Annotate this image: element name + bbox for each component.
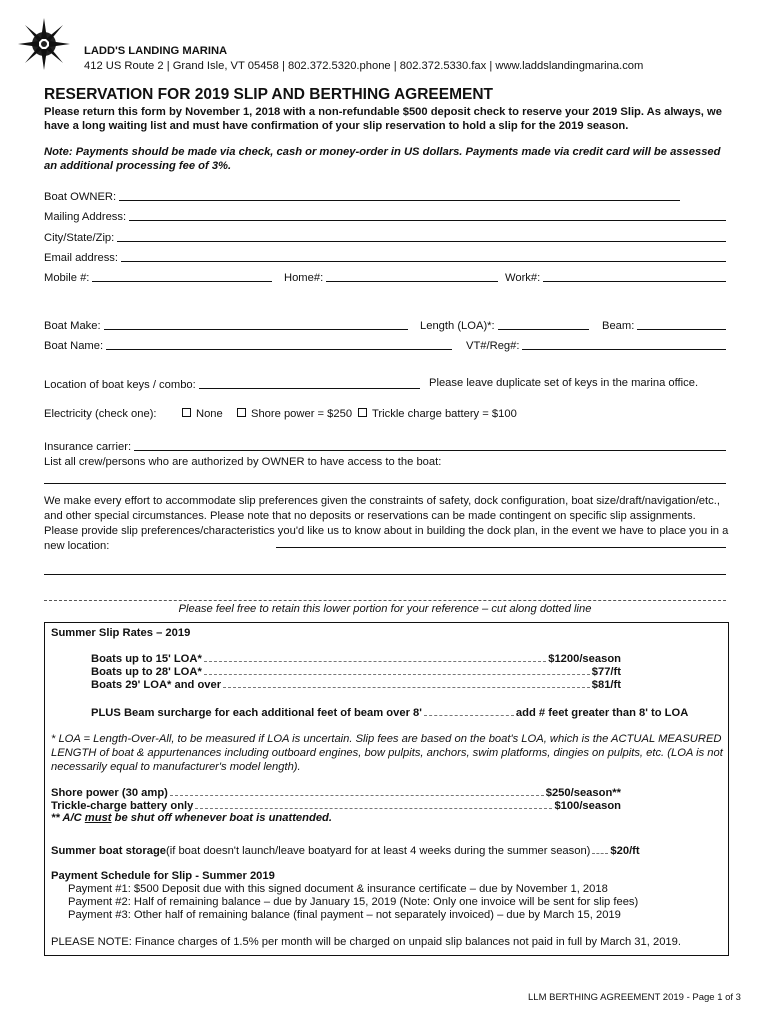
keys-field[interactable] xyxy=(44,376,420,391)
work-label: Work#: xyxy=(505,272,541,284)
preferences-line-1[interactable] xyxy=(276,547,726,548)
elec-none-label: None xyxy=(196,408,223,420)
compass-rose-logo xyxy=(17,17,71,71)
rate-price: $77/ft xyxy=(591,666,621,678)
beam-surcharge-left: PLUS Beam surcharge for each additional feet of beam over 8' xyxy=(91,707,422,719)
cut-note: Please feel free to retain this lower portion for your reference – cut along dotted line xyxy=(178,603,592,615)
marina-name: LADD'S LANDING MARINA xyxy=(84,45,228,57)
beam-surcharge-right: add # feet greater than 8' to LOA xyxy=(515,707,689,719)
elec-shore-option[interactable] xyxy=(237,408,352,420)
vt-reg-label: VT#/Reg#: xyxy=(466,340,520,352)
email-field[interactable] xyxy=(44,249,726,264)
owner-field[interactable] xyxy=(44,188,680,203)
rate-label: Boats up to 15' LOA* xyxy=(91,653,202,665)
loa-note: * LOA = Length-Over-All, to be measured if LOA is uncertain. Slip fees are based on the boat's LOA, which is the ACTUAL MEASURED LENGTH of boat & appurtenances including outboard engines, bow pulpits, anchors, swim platforms, dingies on pulpits, etc. (LOA is not necessarily equal to manufacturer's model length). xyxy=(51,733,723,773)
electricity-label: Electricity (check one): xyxy=(44,408,157,420)
mailing-field[interactable] xyxy=(44,208,726,223)
ac-note-post: be shut off whenever boat is unattended. xyxy=(111,812,332,824)
storage-price: $20/ft xyxy=(610,845,640,857)
elec-none-option[interactable] xyxy=(182,408,223,420)
cut-line xyxy=(44,600,726,601)
preferences-text: We make every effort to accommodate slip preferences given the constraints of safety, dock configuration, boat size/draft/navigation/etc., and other special circumstances. Please note that no deposits or reservations can be made contingent on specific slip assignments. Please provide slip preferences/characteristics you'd like us to know about in building the dock plan, in the event we have to place you in a new location: xyxy=(44,495,729,552)
elec-trickle-option[interactable] xyxy=(358,408,517,420)
power-row xyxy=(51,785,621,799)
boat-make-label: Boat Make: xyxy=(44,320,101,332)
vt-reg-field[interactable] xyxy=(466,337,726,352)
city-label: City/State/Zip: xyxy=(44,232,115,244)
power-price: $100/season xyxy=(554,800,621,812)
elec-shore-label: Shore power = $250 xyxy=(251,408,353,420)
rate-price: $1200/season xyxy=(548,653,621,665)
checkbox-trickle[interactable] xyxy=(358,408,367,417)
storage-label: Summer boat storage xyxy=(51,845,167,857)
payment-note: Note: Payments should be made via check, cash or money-order in US dollars. Payments made via credit card will be assessed an additional processing fee of 3%. xyxy=(44,146,721,172)
elec-trickle-label: Trickle charge battery = $100 xyxy=(372,408,517,420)
boat-make-field[interactable] xyxy=(44,317,408,332)
storage-text: (if boat doesn't launch/leave boatyard for at least 4 weeks during the summer season) xyxy=(166,845,591,857)
mobile-label: Mobile #: xyxy=(44,272,90,284)
city-field[interactable] xyxy=(44,229,726,244)
rate-label: Boats up to 28' LOA* xyxy=(91,666,202,678)
loa-label: Length (LOA)*: xyxy=(420,320,495,332)
crew-label: List all crew/persons who are authorized by OWNER to have access to the boat: xyxy=(44,456,442,468)
mobile-field[interactable] xyxy=(44,269,272,284)
beam-label: Beam: xyxy=(602,320,635,332)
payment-2: Payment #2: Half of remaining balance – due by January 15, 2019 (Note: Only one invoice will be sent for slip fees) xyxy=(68,896,639,908)
marina-contact: 412 US Route 2 | Grand Isle, VT 05458 | 802.372.5320.phone | 802.372.5330.fax | www.laddslandingmarina.com xyxy=(84,60,644,72)
payment-1: Payment #1: $500 Deposit due with this signed document & insurance certificate – due by November 1, 2018 xyxy=(68,883,608,895)
owner-label: Boat OWNER: xyxy=(44,191,117,203)
schedule-heading: Payment Schedule for Slip - Summer 2019 xyxy=(51,870,275,882)
checkbox-none[interactable] xyxy=(182,408,191,417)
insurance-label: Insurance carrier: xyxy=(44,441,132,453)
home-label: Home#: xyxy=(284,272,324,284)
power-label: Trickle-charge battery only xyxy=(51,800,194,812)
keys-note: Please leave duplicate set of keys in the marina office. xyxy=(429,377,699,389)
form-title: RESERVATION FOR 2019 SLIP AND BERTHING AGREEMENT xyxy=(44,86,493,103)
email-label: Email address: xyxy=(44,252,118,264)
loa-field[interactable] xyxy=(420,317,589,332)
page-footer: LLM BERTHING AGREEMENT 2019 - Page 1 of 3 xyxy=(528,992,741,1003)
power-price: $250/season** xyxy=(545,787,621,799)
insurance-field[interactable] xyxy=(44,438,726,453)
rate-price: $81/ft xyxy=(591,679,621,691)
keys-label: Location of boat keys / combo: xyxy=(44,379,196,391)
payment-3: Payment #3: Other half of remaining balance (final payment – not separately invoiced) – due by March 15, 2019 xyxy=(68,909,621,921)
rate-label: Boats 29' LOA* and over xyxy=(91,679,222,691)
rates-heading: Summer Slip Rates – 2019 xyxy=(51,627,191,639)
rate-row xyxy=(91,664,621,678)
preferences-line-2[interactable] xyxy=(44,574,726,575)
boat-name-label: Boat Name: xyxy=(44,340,104,352)
beam-surcharge xyxy=(91,706,701,719)
finance-note: PLEASE NOTE: Finance charges of 1.5% per month will be charged on unpaid slip balances not paid in full by March 31, 2019. xyxy=(51,936,681,948)
rate-row xyxy=(91,677,621,691)
ac-note xyxy=(51,812,332,824)
storage-row xyxy=(51,844,640,857)
crew-line[interactable] xyxy=(44,483,726,484)
mailing-label: Mailing Address: xyxy=(44,211,127,223)
rate-row xyxy=(91,651,621,665)
ac-note-must: must xyxy=(84,812,112,824)
home-field[interactable] xyxy=(284,269,498,284)
ac-note-pre: ** A/C xyxy=(51,812,85,824)
beam-field[interactable] xyxy=(602,317,726,332)
power-row xyxy=(51,798,621,812)
checkbox-shore[interactable] xyxy=(237,408,246,417)
boat-name-field[interactable] xyxy=(44,337,452,352)
power-label: Shore power (30 amp) xyxy=(51,787,168,799)
intro-text: Please return this form by November 1, 2018 with a non-refundable $500 deposit check to reserve your 2019 Slip. As always, we have a long waiting list and must have confirmation of your slip reservation to hold a slip for the 2019 season. xyxy=(44,106,722,132)
work-field[interactable] xyxy=(505,269,726,284)
